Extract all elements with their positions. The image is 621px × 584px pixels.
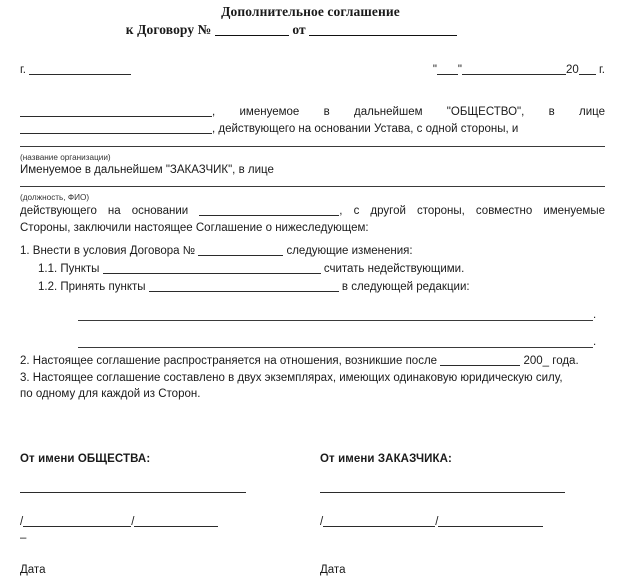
signature-block-customer xyxy=(320,452,580,576)
company-name-line xyxy=(20,104,605,121)
signature-company-heading: От имени ОБЩЕСТВА: xyxy=(20,453,151,465)
city-field-group xyxy=(20,64,131,76)
clause-2-prefix: 2. Настоящее соглашение распространяется на отношения, возникшие после xyxy=(20,355,438,367)
date-year-suffix: г. xyxy=(599,64,605,76)
agreement-intro-line: Стороны, заключили настоящее Соглашение о нижеследующем: xyxy=(20,222,369,234)
company-representative-field[interactable] xyxy=(20,133,212,134)
acting-prefix-text: действующего на основании xyxy=(20,205,189,217)
revision-blank-line-2[interactable] xyxy=(78,336,600,350)
signature-company-name-field[interactable] xyxy=(20,492,246,493)
title-contract-label: к Договору № xyxy=(125,22,212,37)
signature-customer-slash-row xyxy=(320,516,543,528)
revision-blank-terminator-1: . xyxy=(593,309,597,321)
signature-customer-slash-mid: / xyxy=(435,516,439,528)
clause-1-2-prefix: 1.2. Принять пункты xyxy=(38,281,146,293)
clause-1-1-suffix: считать недействующими. xyxy=(323,263,465,275)
signature-customer-heading: От имени ЗАКАЗЧИКА: xyxy=(320,453,452,465)
clause-2-year: 200_ xyxy=(523,355,550,367)
customer-basis-block xyxy=(20,203,605,237)
organization-name-caption: (название организации) xyxy=(20,153,111,162)
clause-1 xyxy=(20,243,605,259)
date-field-group xyxy=(433,64,605,76)
title-from-label: от xyxy=(292,22,306,37)
revision-blank-terminator-2: . xyxy=(593,336,597,348)
city-date-row xyxy=(20,64,605,80)
document-title xyxy=(0,3,621,39)
clause-1-1-prefix: 1.1. Пункты xyxy=(38,263,100,275)
customer-designation-line: Именуемое в дальнейшем "ЗАКАЗЧИК", в лице xyxy=(20,164,274,176)
clause-1-2 xyxy=(38,279,621,295)
customer-basis-line xyxy=(20,203,605,220)
acting-suffix-text: , с другой стороны, совместно именуемые xyxy=(339,205,605,217)
company-party-block xyxy=(20,104,605,138)
signature-customer-fio-field[interactable] xyxy=(323,526,435,527)
clause-2-suffix: года. xyxy=(552,355,579,367)
clause-3-line-1: 3. Настоящее соглашение составлено в двух экземплярах, имеющих одинаковую юридическую силу, xyxy=(20,372,563,384)
company-basis-line-text: , действующего на основании Устава, с одной стороны, и xyxy=(212,123,519,135)
signature-company-fio-field[interactable] xyxy=(23,526,131,527)
position-fio-caption: (должность, ФИО) xyxy=(20,193,90,202)
date-year-field[interactable] xyxy=(579,74,596,75)
date-day-field[interactable] xyxy=(437,74,458,75)
clause-1-contract-number-field[interactable] xyxy=(198,255,283,256)
signature-company-dash: – xyxy=(20,532,27,544)
signature-customer-date-label: Дата xyxy=(320,564,346,576)
city-label: г. xyxy=(20,64,26,76)
signature-customer-extra-field[interactable] xyxy=(438,526,543,527)
signature-customer-name-field[interactable] xyxy=(320,492,565,493)
revision-blank-field-1[interactable] xyxy=(78,320,593,321)
clause-1-prefix: 1. Внести в условия Договора № xyxy=(20,245,196,257)
signature-customer-slash-open: / xyxy=(320,516,324,528)
customer-basis-field[interactable] xyxy=(199,215,339,216)
revision-blank-line-1[interactable] xyxy=(78,309,600,323)
title-line-1: Дополнительное соглашение xyxy=(221,4,400,19)
position-fio-field[interactable] xyxy=(20,186,605,187)
clause-1-2-suffix: в следующей редакции: xyxy=(341,281,470,293)
contract-date-field[interactable] xyxy=(309,35,457,36)
title-line-2 xyxy=(0,21,621,39)
company-name-line-text: , именуемое в дальнейшем "ОБЩЕСТВО", в лице xyxy=(212,106,605,118)
clause-2-date-field[interactable] xyxy=(440,365,520,366)
clause-1-1-items-field[interactable] xyxy=(103,273,321,274)
clause-1-2-items-field[interactable] xyxy=(149,291,339,292)
clause-1-1 xyxy=(38,261,621,277)
clause-1-suffix: следующие изменения: xyxy=(286,245,413,257)
signature-block-company xyxy=(20,452,280,576)
date-quote-close: " xyxy=(457,64,462,76)
contract-number-field[interactable] xyxy=(215,35,289,36)
signature-company-slash-row xyxy=(20,516,218,528)
date-year-prefix: 20 xyxy=(566,64,579,76)
city-input-field[interactable] xyxy=(29,74,131,75)
signature-company-date-label: Дата xyxy=(20,564,46,576)
date-month-field[interactable] xyxy=(462,74,566,75)
revision-blank-field-2[interactable] xyxy=(78,347,593,348)
signature-company-slash-open: / xyxy=(20,516,24,528)
organization-name-field[interactable] xyxy=(20,146,605,147)
company-basis-line xyxy=(20,121,605,138)
signature-company-extra-field[interactable] xyxy=(134,526,218,527)
company-name-field[interactable] xyxy=(20,116,212,117)
clause-2 xyxy=(20,353,605,369)
clause-3-line-2: по одному для каждой из Сторон. xyxy=(20,388,201,400)
signature-company-slash-mid: / xyxy=(131,516,135,528)
date-quote-open: " xyxy=(432,64,437,76)
